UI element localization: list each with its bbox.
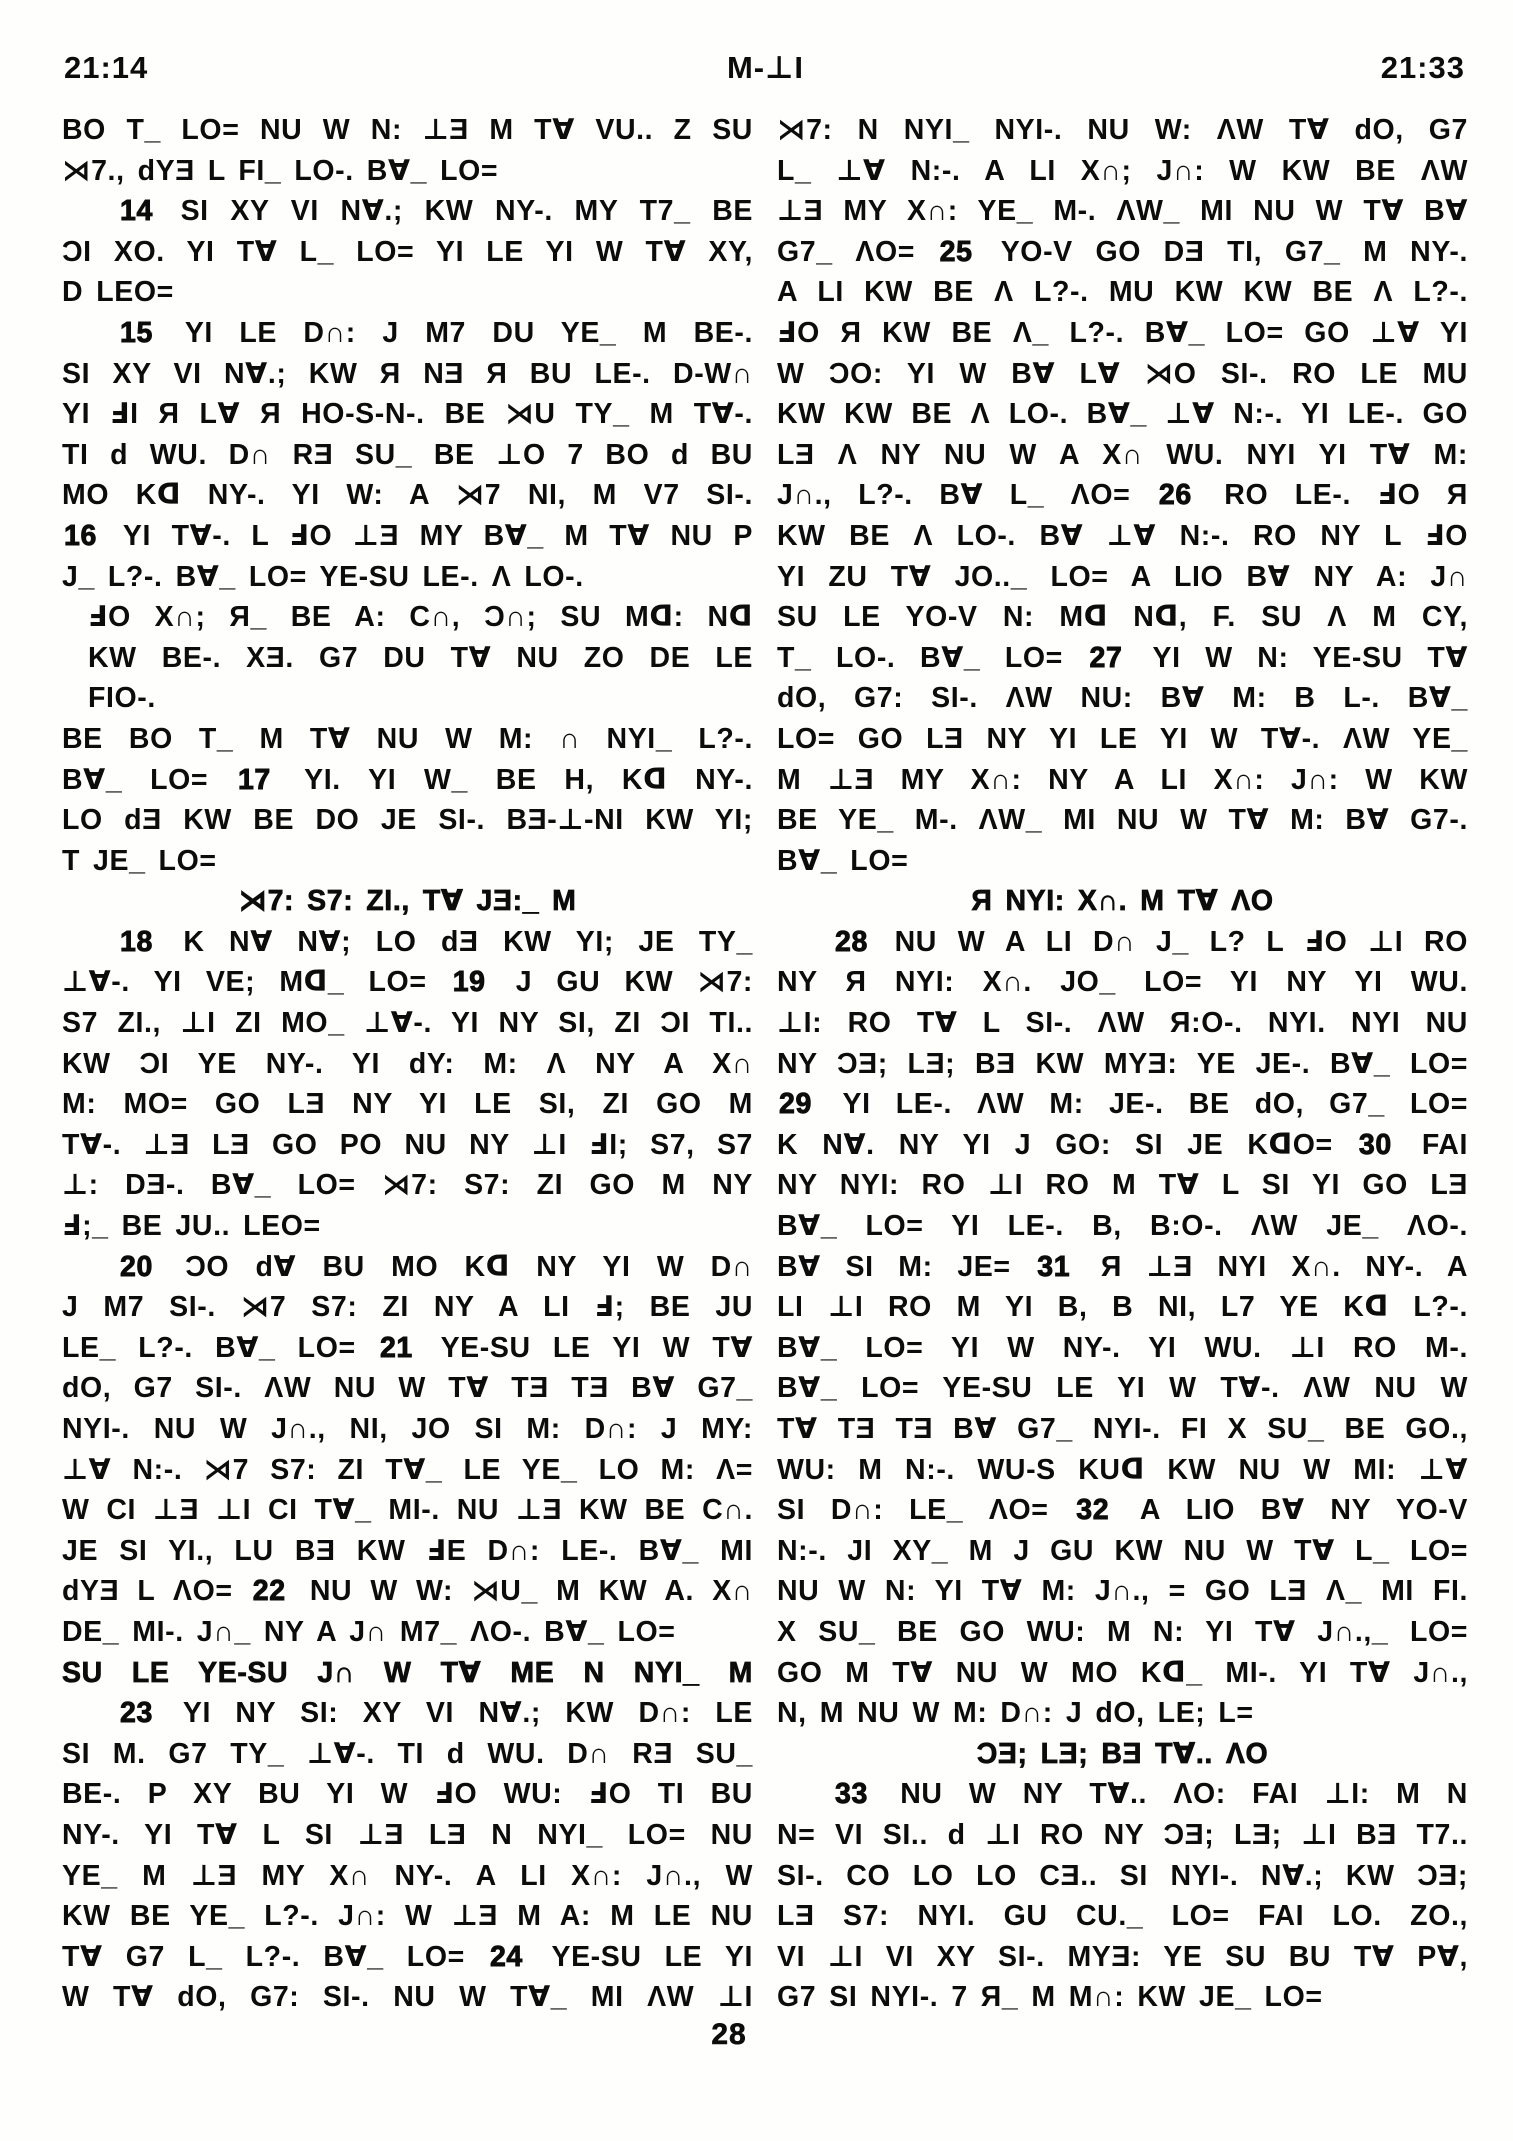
text-line: ⋊7., dYƎ L FI_ LO-. B∀_ LO= (62, 154, 499, 187)
text-line: LE_ L?-. B∀_ LO= 21 YE-SU LE YI W T∀ (62, 1331, 754, 1364)
text-line: DE_ MI-. J∩_ NY A J∩ M7_ ΛO-. B∀_ LO= (62, 1615, 676, 1648)
text-line: 33 NU W NY T∀.. ΛO: FAI ⊥I: M N (835, 1778, 1468, 1811)
text-line: LO dƎ KW BE DO JE SI-. BƎ-⊥-NI KW YI; (62, 804, 753, 837)
verse-number: 19 (452, 966, 486, 999)
text-line: JE SI YI., LU BƎ KW ℲE D∩: LE-. B∀_ MI (62, 1534, 753, 1567)
text-line: YI ℲI Я L∀ Я HO-S-N-. BE ⋊U TY_ M T∀-. (62, 398, 753, 431)
text-line: KW ƆI YE NY-. YI dY: M: Λ NY A X∩ (62, 1047, 753, 1080)
text-line: 16 YI T∀-. L ℲO ⊥Ǝ MY B∀_ M T∀ NU P (64, 519, 753, 552)
text-line: G7_ ΛO= 25 YO-V GO DƎ TI, G7_ M NY-. (777, 235, 1469, 268)
text-line: W T∀ dO, G7: SI-. NU W T∀_ MI ΛW ⊥I (62, 1981, 753, 2014)
text-line: NU W N: YI T∀ M: J∩., = GO LƎ Λ_ MI FI. (777, 1575, 1468, 1608)
text-line: N, M NU W M: D∩: J dO, LE; L= (777, 1697, 1254, 1730)
text-line: ℲO X∩; Я_ BE A: C∩, Ɔ∩; SU Mᗡ: Nᗡ (88, 601, 753, 634)
text-line: ⊥∀-. YI VE; Mᗡ_ LO= 19 J GU KW ⋊7: (62, 966, 754, 999)
text-line: KW KW BE Λ LO-. B∀_ ⊥∀ N:-. YI LE-. GO (777, 398, 1468, 431)
text-line: T JE_ LO= (62, 844, 217, 877)
text-line: T∀ G7 L_ L?-. B∀_ LO= 24 YE-SU LE YI (62, 1940, 754, 1973)
text-line: X SU_ BE GO WU: M N: YI T∀ J∩.,_ LO= (777, 1615, 1468, 1648)
text-line: 15 YI LE D∩: J M7 DU YE_ M BE-. (120, 316, 753, 349)
verse-number: 17 (237, 763, 271, 796)
text-line: D LEO= (62, 276, 174, 309)
verse-number: 32 (1076, 1494, 1110, 1527)
text-line: B∀_ LO= YI LE-. B, B:O-. ΛW JE_ ΛO-. (777, 1210, 1468, 1243)
text-line: Ⅎ;_ BE JU.. LEO= (62, 1210, 321, 1243)
text-line: J_ L?-. B∀_ LO= YE-SU LE-. Λ LO-. (62, 560, 584, 593)
text-line: L_ ⊥∀ N:-. A LI X∩; J∩: W KW BE ΛW (777, 154, 1468, 187)
page-number: 28 (711, 2018, 747, 2051)
text-line: YI ZU T∀ JO.._ LO= A LIO B∀ NY A: J∩ (777, 560, 1468, 593)
text-line: J∩., L?-. B∀ L_ ΛO= 26 RO LE-. ℲO Я (777, 479, 1469, 512)
text-line: dO, G7 SI-. ΛW NU W T∀ TƎ TƎ B∀ G7_ (62, 1372, 753, 1405)
text-line: SI M. G7 TY_ ⊥∀-. TI d WU. D∩ RƎ SU_ (62, 1737, 753, 1770)
text-line: B∀_ LO= YE-SU LE YI W T∀-. ΛW NU W (777, 1372, 1468, 1405)
text-line: ⊥: DƎ-. B∀_ LO= ⋊7: S7: ZI GO M NY (62, 1169, 753, 1202)
verse-number: 27 (1089, 641, 1123, 674)
text-line: TI d WU. D∩ RƎ SU_ BE ⊥O 7 BO d BU (62, 438, 753, 471)
text-line: W CI ⊥Ǝ ⊥I CI T∀_ MI-. NU ⊥Ǝ KW BE C∩. (62, 1494, 753, 1527)
text-line: NY ƆƎ; LƎ; BƎ KW MYƎ: YE JE-. B∀_ LO= (777, 1047, 1468, 1080)
text-line: NY NYI: RO ⊥I RO M T∀ L SI YI GO LƎ (777, 1169, 1468, 1202)
text-line: G7 SI NYI-. 7 Я_ M M∩: KW JE_ LO= (777, 1981, 1323, 2014)
text-line: M ⊥Ǝ MY X∩: NY A LI X∩: J∩: W KW (777, 763, 1468, 796)
text-line: ⊥I: RO T∀ L SI-. ΛW Я:O-. NYI. NYI NU (777, 1007, 1468, 1040)
verse-number: 26 (1158, 479, 1192, 512)
text-line: KW BE Λ LO-. B∀ ⊥∀ N:-. RO NY L ℲO (777, 519, 1468, 552)
text-line: 28 NU W A LI D∩ J_ L? L ℲO ⊥I RO (835, 925, 1468, 958)
text-line: T∀-. ⊥Ǝ LƎ GO PO NU NY ⊥I ℲI; S7, S7 (62, 1128, 753, 1161)
text-line: dO, G7: SI-. ΛW NU: B∀ M: B L-. B∀_ (777, 682, 1468, 715)
text-line: B∀_ LO= 17 YI. YI W_ BE H, Kᗡ NY-. (62, 763, 753, 796)
verse-number: 24 (489, 1940, 523, 1973)
verse-number: 21 (379, 1331, 413, 1364)
text-line: ⊥∀ N:-. ⋊7 S7: ZI T∀_ LE YE_ LO M: Λ= (62, 1453, 753, 1486)
column-right (777, 110, 1468, 2018)
text-line: 29 YI LE-. ΛW M: JE-. BE dO, G7_ LO= (779, 1088, 1468, 1121)
verse-number: 20 (120, 1250, 153, 1283)
text-line: BE YE_ M-. ΛW_ MI NU W T∀ M: B∀ G7-. (777, 804, 1468, 837)
verse-number: 16 (64, 519, 97, 552)
text-line: 14 SI XY VI N∀.; KW NY-. MY T7_ BE (120, 195, 753, 228)
book-chapter-title: M-⊥I (726, 50, 805, 85)
text-line: 18 K N∀ N∀; LO dƎ KW YI; JE TY_ (120, 925, 753, 958)
verse-ref-right: 21:33 (1380, 50, 1465, 85)
text-line: WU: M N:-. WU-S KUᗡ KW NU W MI: ⊥∀ (777, 1453, 1468, 1486)
text-line: VI ⊥I VI XY SI-. MYƎ: YE SU BU T∀ P∀, (777, 1940, 1468, 1973)
text-line: 20 ƆO d∀ BU MO Kᗡ NY YI W D∩ (120, 1250, 753, 1283)
text-line: NY-. YI T∀ L SI ⊥Ǝ LƎ N NYI_ LO= NU (62, 1818, 753, 1851)
text-line: KW BE-. XƎ. G7 DU T∀ NU ZO DE LE (88, 641, 753, 674)
text-line: 23 YI NY SI: XY VI N∀.; KW D∩: LE (120, 1697, 753, 1730)
column-left (62, 110, 753, 2018)
text-line: W ƆO: YI W B∀ L∀ ⋊O SI-. RO LE MU (777, 357, 1468, 390)
text-line: LƎ Λ NY NU W A X∩ WU. NYI YI T∀ M: (777, 438, 1468, 471)
text-line: T_ LO-. B∀_ LO= 27 YI W N: YE-SU T∀ (777, 641, 1468, 674)
text-line: ⋊7: N NYI_ NYI-. NU W: ΛW T∀ dO, G7 (777, 114, 1468, 146)
verse-number: 22 (252, 1575, 286, 1608)
text-line: BE BO T_ M T∀ NU W M: ∩ NYI_ L?-. (62, 722, 753, 755)
section-heading: Я NYI: X∩. M T∀ ΛO (971, 885, 1274, 918)
text-line: N:-. JI XY_ M J GU KW NU W T∀ L_ LO= (777, 1534, 1468, 1567)
text-line: SU LE YO-V N: Mᗡ Nᗡ, F. SU Λ M CY, (777, 601, 1468, 634)
text-line: B∀_ LO= (777, 844, 909, 877)
text-line: YE_ M ⊥Ǝ MY X∩ NY-. A LI X∩: J∩., W (62, 1859, 753, 1892)
text-line: LI ⊥I RO M YI B, B NI, L7 YE Kᗡ L?-. (777, 1291, 1468, 1324)
text-line: SI-. CO LO LO CƎ.. SI NYI-. N∀.; KW ƆƎ; (777, 1859, 1468, 1892)
text-line: ƆI XO. YI T∀ L_ LO= YI LE YI W T∀ XY, (62, 235, 753, 268)
verse-number: 25 (939, 235, 973, 268)
page-header (62, 50, 1469, 86)
text-line: M: MO= GO LƎ NY YI LE SI, ZI GO M (62, 1088, 753, 1121)
text-line: SU LE YE-SU J∩ W T∀ ME N NYI_ M (62, 1656, 753, 1689)
text-line: ⊥Ǝ MY X∩: YE_ M-. ΛW_ MI NU W T∀ B∀ (777, 195, 1468, 228)
section-heading: ⋊7: S7: ZI., T∀ JƎ:_ M (238, 885, 577, 918)
text-line: K N∀. NY YI J GO: SI JE KᗡO= 30 FAI (777, 1128, 1468, 1161)
text-line: SI D∩: LE_ ΛO= 32 A LIO B∀ NY YO-V (777, 1494, 1468, 1527)
verse-number: 31 (1037, 1250, 1071, 1283)
text-line: NYI-. NU W J∩., NI, JO SI M: D∩: J MY: (62, 1413, 753, 1445)
text-line: dYƎ L ΛO= 22 NU W W: ⋊U_ M KW A. X∩ (62, 1575, 753, 1608)
text-line: KW BE YE_ L?-. J∩: W ⊥Ǝ M A: M LE NU (62, 1900, 753, 1933)
text-line: LƎ S7: NYI. GU CU._ LO= FAI LO. ZO., (777, 1900, 1468, 1933)
verse-number: 29 (779, 1088, 812, 1121)
text-line: NY Я NYI: X∩. JO_ LO= YI NY YI WU. (777, 966, 1468, 999)
text-line: S7 ZI., ⊥I ZI MO_ ⊥∀-. YI NY SI, ZI ƆI TI.. (62, 1007, 753, 1040)
verse-number: 18 (120, 925, 153, 958)
verse-number: 23 (120, 1697, 153, 1730)
verse-number: 15 (120, 316, 153, 349)
text-line: BO T_ LO= NU W N: ⊥Ǝ M T∀ VU.. Z SU (62, 114, 753, 146)
text-line: LO= GO LƎ NY YI LE YI W T∀-. ΛW YE_ (777, 722, 1468, 755)
text-line: GO M T∀ NU W MO Kᗡ_ MI-. YI T∀ J∩., (777, 1656, 1468, 1689)
text-line: B∀_ LO= YI W NY-. YI WU. ⊥I RO M-. (777, 1331, 1468, 1364)
text-line: A LI KW BE Λ L?-. MU KW KW BE Λ L?-. (777, 276, 1468, 309)
text-line: ℲO Я KW BE Λ_ L?-. B∀_ LO= GO ⊥∀ YI (777, 316, 1468, 349)
verse-number: 28 (835, 925, 868, 958)
verse-ref-left: 21:14 (64, 50, 149, 85)
verse-number: 33 (835, 1778, 868, 1811)
text-line: T∀ TƎ TƎ B∀ G7_ NYI-. FI X SU_ BE GO., (777, 1413, 1468, 1445)
section-heading: ƆƎ; LƎ; BƎ T∀.. ΛO (976, 1737, 1269, 1770)
text-line: J M7 SI-. ⋊7 S7: ZI NY A LI Ⅎ; BE JU (62, 1291, 753, 1324)
text-line: B∀ SI M: JE= 31 Я ⊥Ǝ NYI X∩. NY-. A (777, 1250, 1468, 1283)
verse-number: 14 (120, 195, 153, 228)
text-line: SI XY VI N∀.; KW Я NƎ Я BU LE-. D-W∩ (62, 357, 753, 390)
text-columns (62, 110, 1469, 2018)
text-line: N= VI SI.. d ⊥I RO NY ƆƎ; LƎ; ⊥I BƎ T7.. (777, 1818, 1468, 1851)
text-line: MO Kᗡ NY-. YI W: A ⋊7 NI, M V7 SI-. (62, 479, 753, 512)
text-line: BE-. P XY BU YI W ℲO WU: ℲO TI BU (62, 1778, 753, 1811)
text-line: FIO-. (88, 682, 156, 715)
verse-number: 30 (1358, 1128, 1392, 1161)
